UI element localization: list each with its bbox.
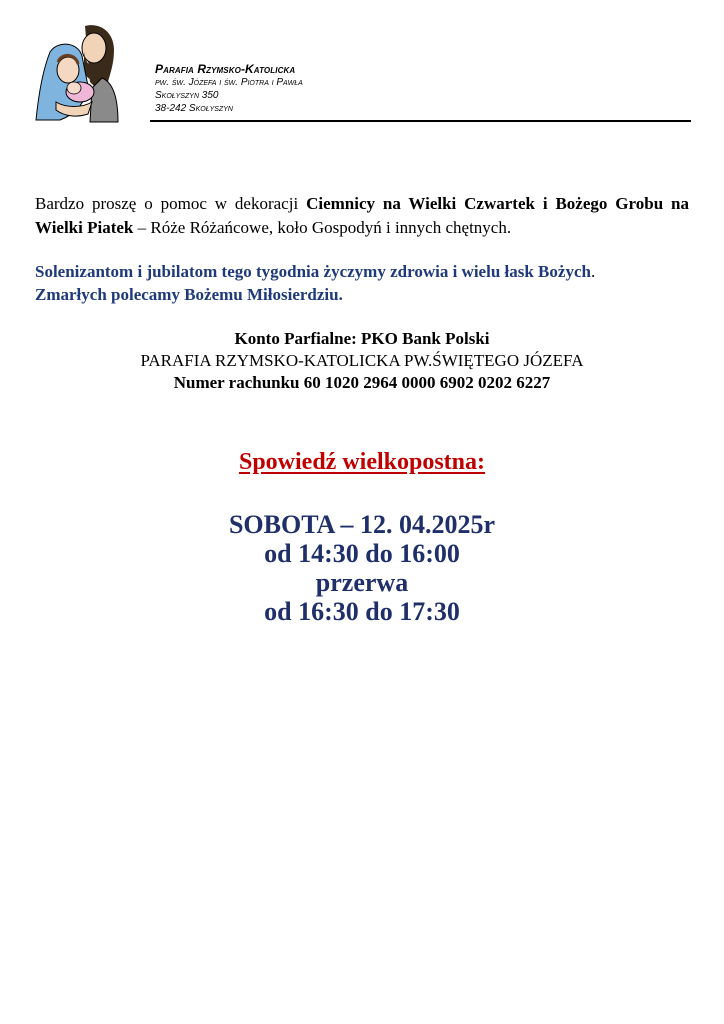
- bank-account-number: Numer rachunku 60 1020 2964 0000 6902 0202 6227: [173, 373, 551, 392]
- deceased-line: Zmarłych polecamy Bożemu Miłosierdziu.: [35, 285, 343, 304]
- parish-title: Parafia Rzymsko-Katolicka: [155, 62, 296, 76]
- bank-account-holder: PARAFIA RZYMSKO-KATOLICKA PW.ŚWIĘTEGO JÓZEFA: [140, 351, 584, 370]
- holy-family-logo: [30, 22, 122, 126]
- wishes-paragraph: Solenizantom i jubilatom tego tygodnia życzymy zdrowia i wielu łask Bożych. Zmarłych polecamy Bożemu Miłosierdziu.: [35, 262, 596, 304]
- decoration-request-paragraph: Bardzo proszę o pomoc w dekoracji Ciemnicy na Wielki Czwartek i Bożego Grobu na Wielki Piatek – Róże Różańcowe, koło Gospodyń i innych chętnych.: [35, 194, 689, 237]
- schedule-first-slot: od 14:30 do 16:00: [264, 539, 460, 568]
- header-divider: [150, 120, 691, 122]
- schedule-date: SOBOTA – 12. 04.2025r: [228, 510, 496, 539]
- schedule-second-slot: od 16:30 do 17:30: [264, 597, 460, 626]
- parish-postcode: 38-242 Skołyszyn: [155, 103, 233, 114]
- parish-address: Skołyszyn 350: [155, 90, 219, 101]
- decoration-request-bold: Ciemnicy na Wielki Czwartek i Bożego Grobu na Wielki Piatek: [35, 194, 689, 237]
- schedule-break: przerwa: [315, 568, 409, 597]
- confession-heading: Spowiedź wielkopostna:: [238, 449, 486, 475]
- parish-patrons: pw. św. Józefa i św. Piotra i Pawła: [155, 77, 303, 88]
- parish-header: [155, 62, 303, 115]
- wishes-line: Solenizantom i jubilatom tego tygodnia życzymy zdrowia i wielu łask Bożych: [35, 262, 591, 281]
- bank-account-name: Konto Parfialne: PKO Bank Polski: [234, 329, 490, 348]
- confession-schedule: [0, 510, 724, 626]
